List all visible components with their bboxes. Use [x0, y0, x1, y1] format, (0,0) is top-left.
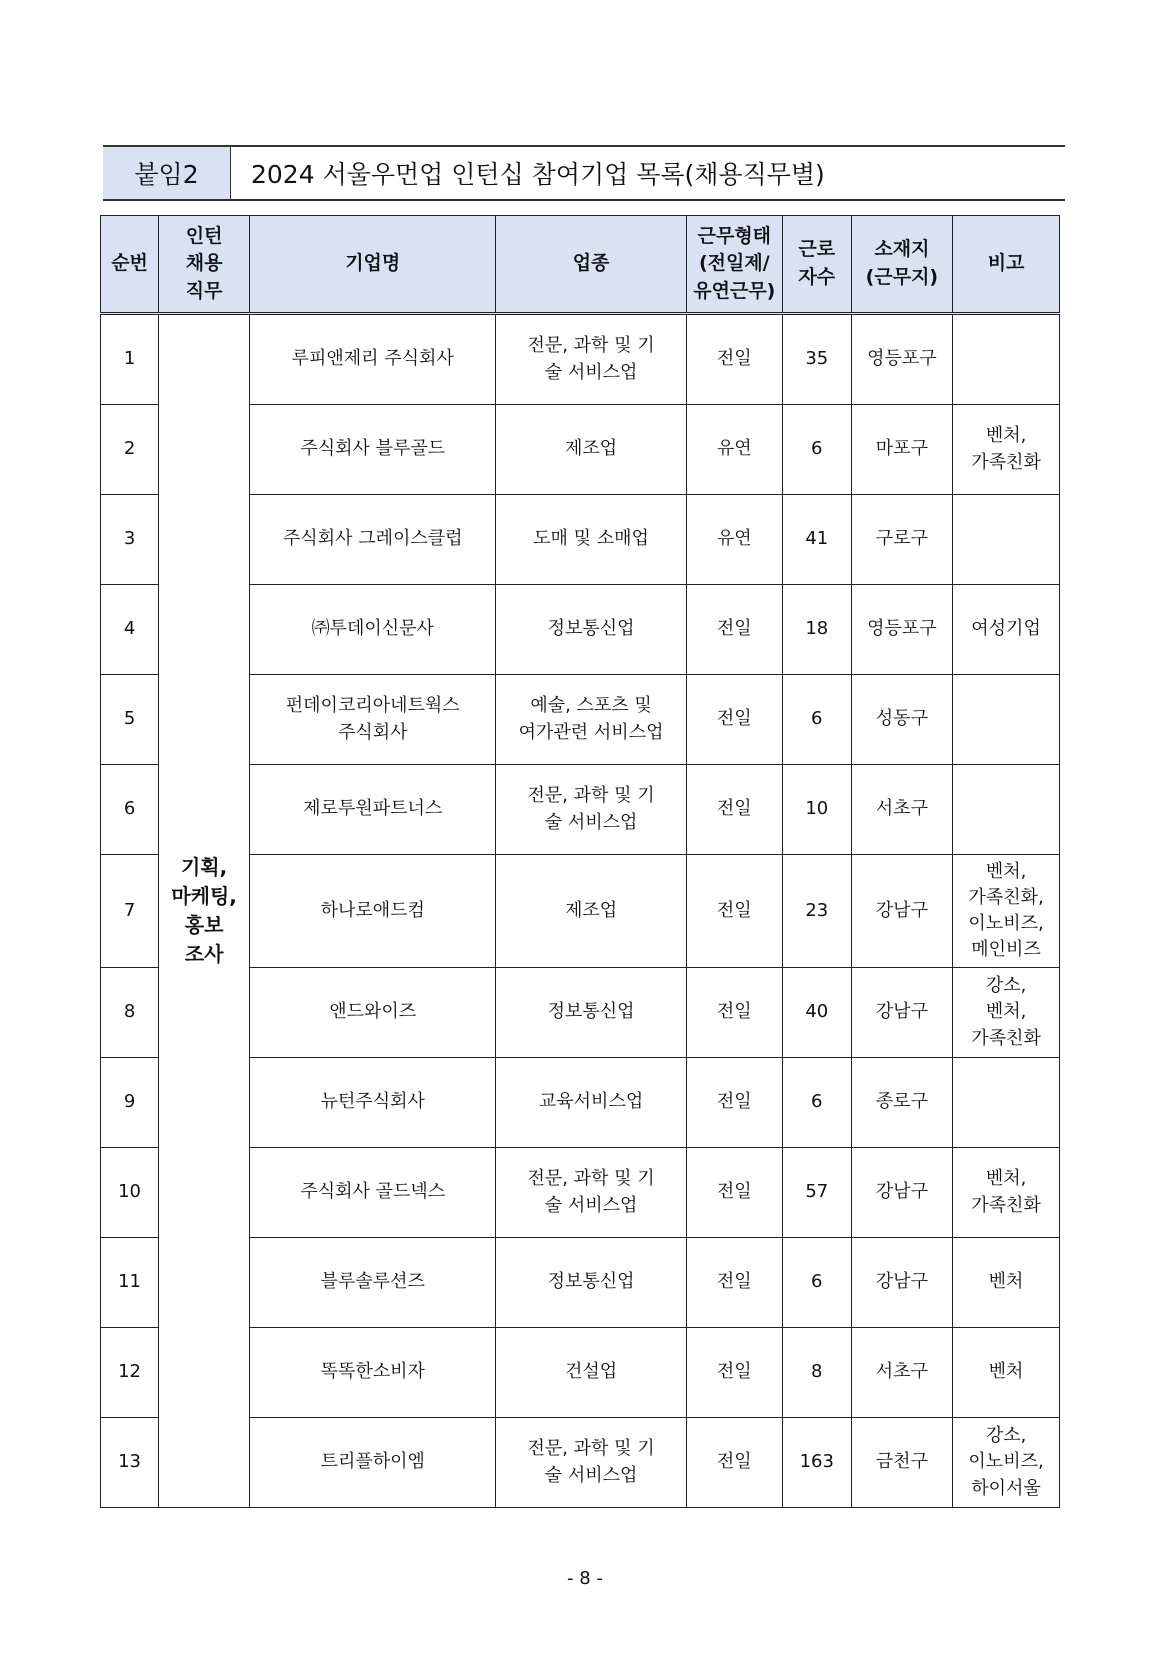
header-role: 인턴 채용 직무	[159, 216, 250, 314]
worker-count: 23	[782, 855, 851, 968]
worker-count: 6	[782, 1238, 851, 1328]
note	[953, 314, 1060, 405]
row-no: 9	[101, 1058, 159, 1148]
page-number: - 8 -	[567, 1568, 603, 1589]
note: 벤처	[953, 1328, 1060, 1418]
worker-count: 6	[782, 675, 851, 765]
work-type: 전일	[686, 585, 782, 675]
row-no: 1	[101, 314, 159, 405]
location: 강남구	[851, 1238, 953, 1328]
note: 벤처, 가족친화, 이노비즈, 메인비즈	[953, 855, 1060, 968]
worker-count: 35	[782, 314, 851, 405]
document-title: 2024 서울우먼업 인턴십 참여기업 목록(채용직무별)	[251, 160, 825, 189]
industry: 정보통신업	[496, 1238, 686, 1328]
location: 강남구	[851, 855, 953, 968]
worker-count: 6	[782, 1058, 851, 1148]
industry: 정보통신업	[496, 968, 686, 1058]
company-name: 뉴턴주식회사	[250, 1058, 496, 1148]
header-location: 소재지 (근무지)	[851, 216, 953, 314]
header-note: 비고	[953, 216, 1060, 314]
row-no: 5	[101, 675, 159, 765]
note	[953, 495, 1060, 585]
note	[953, 765, 1060, 855]
row-no: 3	[101, 495, 159, 585]
location: 마포구	[851, 405, 953, 495]
location: 서초구	[851, 1328, 953, 1418]
company-name: 하나로애드컴	[250, 855, 496, 968]
worker-count: 57	[782, 1148, 851, 1238]
work-type: 유연	[686, 495, 782, 585]
industry: 전문, 과학 및 기 술 서비스업	[496, 314, 686, 405]
location: 종로구	[851, 1058, 953, 1148]
table-header-row	[101, 216, 1060, 314]
worker-count: 10	[782, 765, 851, 855]
work-type: 전일	[686, 675, 782, 765]
location: 성동구	[851, 675, 953, 765]
work-type: 전일	[686, 1058, 782, 1148]
industry: 전문, 과학 및 기 술 서비스업	[496, 1418, 686, 1508]
worker-count: 163	[782, 1418, 851, 1508]
location: 영등포구	[851, 314, 953, 405]
row-no: 4	[101, 585, 159, 675]
company-name: 트리플하이엠	[250, 1418, 496, 1508]
industry: 제조업	[496, 855, 686, 968]
industry: 정보통신업	[496, 585, 686, 675]
industry: 제조업	[496, 405, 686, 495]
location: 강남구	[851, 1148, 953, 1238]
note: 강소, 벤처, 가족친화	[953, 968, 1060, 1058]
worker-count: 41	[782, 495, 851, 585]
work-type: 전일	[686, 1238, 782, 1328]
attachment-title-bar	[103, 145, 1065, 201]
work-type: 전일	[686, 968, 782, 1058]
row-no: 8	[101, 968, 159, 1058]
location: 강남구	[851, 968, 953, 1058]
worker-count: 8	[782, 1328, 851, 1418]
industry: 건설업	[496, 1328, 686, 1418]
company-name: 블루솔루션즈	[250, 1238, 496, 1328]
header-workers: 근로 자수	[782, 216, 851, 314]
row-no: 13	[101, 1418, 159, 1508]
location: 구로구	[851, 495, 953, 585]
work-type: 전일	[686, 765, 782, 855]
row-no: 6	[101, 765, 159, 855]
header-industry: 업종	[496, 216, 686, 314]
company-name: 주식회사 골드넥스	[250, 1148, 496, 1238]
location: 영등포구	[851, 585, 953, 675]
row-no: 11	[101, 1238, 159, 1328]
company-name: 루피앤제리 주식회사	[250, 314, 496, 405]
attachment-label: 붙임2	[103, 147, 231, 199]
row-no: 7	[101, 855, 159, 968]
note	[953, 1058, 1060, 1148]
work-type: 전일	[686, 314, 782, 405]
header-work-type: 근무형태 (전일제/ 유연근무)	[686, 216, 782, 314]
worker-count: 6	[782, 405, 851, 495]
company-name: 제로투원파트너스	[250, 765, 496, 855]
note: 강소, 이노비즈, 하이서울	[953, 1418, 1060, 1508]
location: 금천구	[851, 1418, 953, 1508]
company-name: ㈜투데이신문사	[250, 585, 496, 675]
work-type: 전일	[686, 1328, 782, 1418]
company-name: 주식회사 그레이스클럽	[250, 495, 496, 585]
industry: 예술, 스포츠 및 여가관련 서비스업	[496, 675, 686, 765]
role-group-cell: 기획, 마케팅, 홍보 조사	[159, 314, 250, 1508]
note: 여성기업	[953, 585, 1060, 675]
row-no: 10	[101, 1148, 159, 1238]
row-no: 12	[101, 1328, 159, 1418]
industry: 전문, 과학 및 기 술 서비스업	[496, 765, 686, 855]
note: 벤처, 가족친화	[953, 1148, 1060, 1238]
company-name: 앤드와이즈	[250, 968, 496, 1058]
note	[953, 675, 1060, 765]
work-type: 유연	[686, 405, 782, 495]
industry: 도매 및 소매업	[496, 495, 686, 585]
note: 벤처, 가족친화	[953, 405, 1060, 495]
company-name: 펀데이코리아네트웍스 주식회사	[250, 675, 496, 765]
work-type: 전일	[686, 855, 782, 968]
work-type: 전일	[686, 1418, 782, 1508]
row-no: 2	[101, 405, 159, 495]
industry: 교육서비스업	[496, 1058, 686, 1148]
header-no: 순번	[101, 216, 159, 314]
company-name: 주식회사 블루골드	[250, 405, 496, 495]
industry: 전문, 과학 및 기 술 서비스업	[496, 1148, 686, 1238]
worker-count: 40	[782, 968, 851, 1058]
worker-count: 18	[782, 585, 851, 675]
work-type: 전일	[686, 1148, 782, 1238]
header-company: 기업명	[250, 216, 496, 314]
location: 서초구	[851, 765, 953, 855]
company-list-table	[100, 215, 1060, 1508]
note: 벤처	[953, 1238, 1060, 1328]
company-name: 똑똑한소비자	[250, 1328, 496, 1418]
table-row	[101, 314, 1060, 405]
